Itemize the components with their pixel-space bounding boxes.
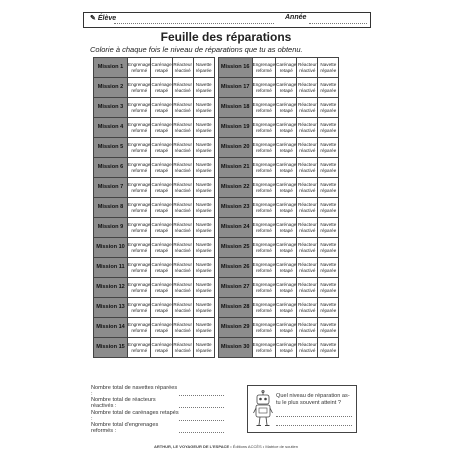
level-cell[interactable]: Réacteur réactivé <box>297 318 318 338</box>
total-label: Nombre total d'engrenages reformés : <box>91 422 159 434</box>
totals-section <box>91 384 224 434</box>
mission-label: Mission 13 <box>94 298 128 318</box>
level-cell[interactable]: Carénage retapé <box>276 318 297 338</box>
level-cell[interactable]: Carénage retapé <box>276 298 297 318</box>
table-row <box>94 58 339 78</box>
level-cell[interactable]: Réacteur réactivé <box>172 258 193 278</box>
level-cell[interactable]: Navette réparée <box>318 78 339 98</box>
mission-label: Mission 2 <box>94 78 128 98</box>
level-cell[interactable]: Carénage retapé <box>151 98 172 118</box>
mission-label: Mission 15 <box>94 338 128 358</box>
student-name-field[interactable] <box>114 23 274 24</box>
level-cell[interactable]: Navette réparée <box>318 198 339 218</box>
mission-label: Mission 27 <box>218 278 252 298</box>
table-row <box>94 238 339 258</box>
level-cell[interactable]: Réacteur réactivé <box>172 118 193 138</box>
level-cell[interactable]: Réacteur réactivé <box>172 78 193 98</box>
level-cell[interactable]: Navette réparée <box>193 198 214 218</box>
level-cell[interactable]: Engrenage reformé <box>128 118 151 138</box>
level-cell[interactable]: Carénage retapé <box>276 198 297 218</box>
instruction-text: Colorie à chaque fois le niveau de réparations que tu as obtenu. <box>90 45 303 54</box>
header-box <box>83 12 371 28</box>
level-cell[interactable]: Réacteur réactivé <box>172 158 193 178</box>
level-cell[interactable]: Navette réparée <box>193 338 214 358</box>
level-cell[interactable]: Engrenage reformé <box>252 78 275 98</box>
level-cell[interactable]: Engrenage reformé <box>128 98 151 118</box>
level-cell[interactable]: Carénage retapé <box>151 278 172 298</box>
level-cell[interactable]: Engrenage reformé <box>128 78 151 98</box>
level-cell[interactable]: Navette réparée <box>318 318 339 338</box>
level-cell[interactable]: Réacteur réactivé <box>297 178 318 198</box>
year-field[interactable] <box>309 23 367 24</box>
level-cell[interactable]: Réacteur réactivé <box>297 98 318 118</box>
table-row <box>94 338 339 358</box>
mission-label: Mission 16 <box>218 58 252 78</box>
mission-label: Mission 23 <box>218 198 252 218</box>
level-cell[interactable]: Navette réparée <box>193 238 214 258</box>
level-cell[interactable]: Réacteur réactivé <box>297 298 318 318</box>
level-cell[interactable]: Navette réparée <box>193 118 214 138</box>
footer: ARTHUR, LE VOYAGEUR DE L'ESPACE • Éditions ACCÈS • Matrice de soutien <box>153 444 299 449</box>
level-cell[interactable]: Navette réparée <box>318 238 339 258</box>
level-cell[interactable]: Carénage retapé <box>151 118 172 138</box>
level-cell[interactable]: Carénage retapé <box>151 158 172 178</box>
pencil-icon: ✎ <box>90 15 96 22</box>
level-cell[interactable]: Engrenage reformé <box>252 178 275 198</box>
mission-label: Mission 10 <box>94 238 128 258</box>
table-row <box>94 158 339 178</box>
level-cell[interactable]: Carénage retapé <box>276 178 297 198</box>
mission-label: Mission 3 <box>94 98 128 118</box>
mission-label: Mission 9 <box>94 218 128 238</box>
table-row <box>94 198 339 218</box>
level-cell[interactable]: Réacteur réactivé <box>297 78 318 98</box>
answer-line[interactable] <box>276 416 352 417</box>
level-cell[interactable]: Réacteur réactivé <box>297 138 318 158</box>
level-cell[interactable]: Carénage retapé <box>151 58 172 78</box>
level-cell[interactable]: Navette réparée <box>318 98 339 118</box>
repairs-table <box>93 57 339 358</box>
level-cell[interactable]: Carénage retapé <box>151 258 172 278</box>
level-cell[interactable]: Engrenage reformé <box>252 258 275 278</box>
level-cell[interactable]: Engrenage reformé <box>128 138 151 158</box>
total-answer-field[interactable] <box>179 407 224 408</box>
level-cell[interactable]: Carénage retapé <box>151 138 172 158</box>
total-row <box>91 384 224 397</box>
mission-label: Mission 4 <box>94 118 128 138</box>
level-cell[interactable]: Navette réparée <box>318 58 339 78</box>
level-cell[interactable]: Navette réparée <box>193 218 214 238</box>
level-cell[interactable]: Navette réparée <box>318 178 339 198</box>
level-cell[interactable]: Carénage retapé <box>276 158 297 178</box>
level-cell[interactable]: Réacteur réactivé <box>297 58 318 78</box>
level-cell[interactable]: Carénage retapé <box>276 278 297 298</box>
level-cell[interactable]: Engrenage reformé <box>252 138 275 158</box>
level-cell[interactable]: Engrenage reformé <box>252 58 275 78</box>
level-cell[interactable]: Engrenage reformé <box>252 298 275 318</box>
mission-label: Mission 19 <box>218 118 252 138</box>
robot-icon <box>253 390 273 428</box>
level-cell[interactable]: Engrenage reformé <box>252 158 275 178</box>
total-row <box>91 397 224 410</box>
mission-label: Mission 14 <box>94 318 128 338</box>
level-cell[interactable]: Navette réparée <box>318 158 339 178</box>
level-cell[interactable]: Navette réparée <box>193 298 214 318</box>
level-cell[interactable]: Engrenage reformé <box>128 178 151 198</box>
level-cell[interactable]: Réacteur réactivé <box>297 118 318 138</box>
level-cell[interactable]: Réacteur réactivé <box>172 318 193 338</box>
level-cell[interactable]: Carénage retapé <box>151 218 172 238</box>
level-cell[interactable]: Engrenage reformé <box>252 118 275 138</box>
table-row <box>94 318 339 338</box>
level-cell[interactable]: Réacteur réactivé <box>297 158 318 178</box>
level-cell[interactable]: Navette réparée <box>318 218 339 238</box>
level-cell[interactable]: Engrenage reformé <box>252 218 275 238</box>
table-row <box>94 298 339 318</box>
level-cell[interactable]: Engrenage reformé <box>128 58 151 78</box>
total-label: Nombre total de réacteurs réactivés : <box>91 397 156 409</box>
question-text: Quel niveau de réparation as-tu le plus souvent atteint ? <box>276 393 350 406</box>
level-cell[interactable]: Carénage retapé <box>276 78 297 98</box>
level-cell[interactable]: Navette réparée <box>193 78 214 98</box>
total-answer-field[interactable] <box>179 395 224 396</box>
level-cell[interactable]: Carénage retapé <box>151 178 172 198</box>
mission-label: Mission 28 <box>218 298 252 318</box>
level-cell[interactable]: Réacteur réactivé <box>172 178 193 198</box>
level-cell[interactable]: Navette réparée <box>193 278 214 298</box>
mission-label: Mission 11 <box>94 258 128 278</box>
level-cell[interactable]: Carénage retapé <box>276 338 297 358</box>
table-row <box>94 218 339 238</box>
level-cell[interactable]: Engrenage reformé <box>128 318 151 338</box>
mission-label: Mission 20 <box>218 138 252 158</box>
level-cell[interactable]: Engrenage reformé <box>128 198 151 218</box>
level-cell[interactable]: Carénage retapé <box>276 218 297 238</box>
level-cell[interactable]: Engrenage reformé <box>128 238 151 258</box>
mission-label: Mission 7 <box>94 178 128 198</box>
total-label: Nombre total de navettes réparées : <box>91 384 178 397</box>
level-cell[interactable]: Engrenage reformé <box>252 98 275 118</box>
table-row <box>94 278 339 298</box>
level-cell[interactable]: Engrenage reformé <box>252 318 275 338</box>
level-cell[interactable]: Navette réparée <box>193 98 214 118</box>
level-cell[interactable]: Navette réparée <box>193 158 214 178</box>
mission-label: Mission 8 <box>94 198 128 218</box>
level-cell[interactable]: Engrenage reformé <box>252 278 275 298</box>
level-cell[interactable]: Engrenage reformé <box>128 298 151 318</box>
mission-label: Mission 1 <box>94 58 128 78</box>
level-cell[interactable]: Navette réparée <box>318 278 339 298</box>
mission-label: Mission 12 <box>94 278 128 298</box>
mission-label: Mission 18 <box>218 98 252 118</box>
level-cell[interactable]: Navette réparée <box>318 298 339 318</box>
mission-label: Mission 30 <box>218 338 252 358</box>
total-answer-field[interactable] <box>179 420 224 421</box>
mission-label: Mission 29 <box>218 318 252 338</box>
level-cell[interactable]: Carénage retapé <box>276 98 297 118</box>
page-title: Feuille des réparations <box>160 30 292 44</box>
answer-line[interactable] <box>276 425 352 426</box>
level-cell[interactable]: Réacteur réactivé <box>172 218 193 238</box>
level-cell[interactable]: Engrenage reformé <box>128 338 151 358</box>
level-cell[interactable]: Carénage retapé <box>151 318 172 338</box>
mission-label: Mission 22 <box>218 178 252 198</box>
level-cell[interactable]: Engrenage reformé <box>128 158 151 178</box>
level-cell[interactable]: Navette réparée <box>318 118 339 138</box>
table-row <box>94 118 339 138</box>
level-cell[interactable]: Carénage retapé <box>276 58 297 78</box>
level-cell[interactable]: Réacteur réactivé <box>172 298 193 318</box>
level-cell[interactable]: Réacteur réactivé <box>172 238 193 258</box>
level-cell[interactable]: Carénage retapé <box>151 338 172 358</box>
level-cell[interactable]: Réacteur réactivé <box>297 218 318 238</box>
level-cell[interactable]: Carénage retapé <box>276 238 297 258</box>
mission-label: Mission 21 <box>218 158 252 178</box>
level-cell[interactable]: Réacteur réactivé <box>297 338 318 358</box>
table-row <box>94 78 339 98</box>
level-cell[interactable]: Engrenage reformé <box>128 258 151 278</box>
level-cell[interactable]: Navette réparée <box>318 258 339 278</box>
level-cell[interactable]: Engrenage reformé <box>252 198 275 218</box>
table-row <box>94 138 339 158</box>
level-cell[interactable]: Réacteur réactivé <box>297 238 318 258</box>
mission-label: Mission 25 <box>218 238 252 258</box>
level-cell[interactable]: Réacteur réactivé <box>172 98 193 118</box>
table-row <box>94 98 339 118</box>
level-cell[interactable]: Carénage retapé <box>276 118 297 138</box>
level-cell[interactable]: Carénage retapé <box>276 138 297 158</box>
level-cell[interactable]: Carénage retapé <box>151 238 172 258</box>
level-cell[interactable]: Réacteur réactivé <box>172 138 193 158</box>
level-cell[interactable]: Engrenage reformé <box>252 338 275 358</box>
level-cell[interactable]: Navette réparée <box>193 138 214 158</box>
level-cell[interactable]: Réacteur réactivé <box>172 278 193 298</box>
mission-label: Mission 26 <box>218 258 252 278</box>
table-row <box>94 258 339 278</box>
level-cell[interactable]: Navette réparée <box>318 138 339 158</box>
level-cell[interactable]: Carénage retapé <box>151 198 172 218</box>
level-cell[interactable]: Réacteur réactivé <box>172 58 193 78</box>
level-cell[interactable]: Navette réparée <box>193 58 214 78</box>
total-label: Nombre total de carénages retapés : <box>91 409 179 422</box>
level-cell[interactable]: Navette réparée <box>318 338 339 358</box>
level-cell[interactable]: Carénage retapé <box>151 298 172 318</box>
year-label: Année <box>285 14 307 21</box>
level-cell[interactable]: Navette réparée <box>193 318 214 338</box>
level-cell[interactable]: Réacteur réactivé <box>172 338 193 358</box>
total-row <box>91 409 224 422</box>
level-cell[interactable]: Navette réparée <box>193 258 214 278</box>
level-cell[interactable]: Réacteur réactivé <box>172 198 193 218</box>
mission-label: Mission 24 <box>218 218 252 238</box>
total-row <box>91 422 224 435</box>
level-cell[interactable]: Réacteur réactivé <box>297 198 318 218</box>
student-label: ✎ Élève <box>90 15 117 22</box>
level-cell[interactable]: Réacteur réactivé <box>297 278 318 298</box>
mission-label: Mission 17 <box>218 78 252 98</box>
level-cell[interactable]: Engrenage reformé <box>128 278 151 298</box>
total-answer-field[interactable] <box>179 432 224 433</box>
level-cell[interactable]: Carénage retapé <box>151 78 172 98</box>
mission-label: Mission 5 <box>94 138 128 158</box>
table-row <box>94 178 339 198</box>
mission-label: Mission 6 <box>94 158 128 178</box>
question-box <box>247 385 357 433</box>
level-cell[interactable]: Navette réparée <box>193 178 214 198</box>
level-cell[interactable]: Réacteur réactivé <box>297 258 318 278</box>
level-cell[interactable]: Carénage retapé <box>276 258 297 278</box>
level-cell[interactable]: Engrenage reformé <box>252 238 275 258</box>
level-cell[interactable]: Engrenage reformé <box>128 218 151 238</box>
